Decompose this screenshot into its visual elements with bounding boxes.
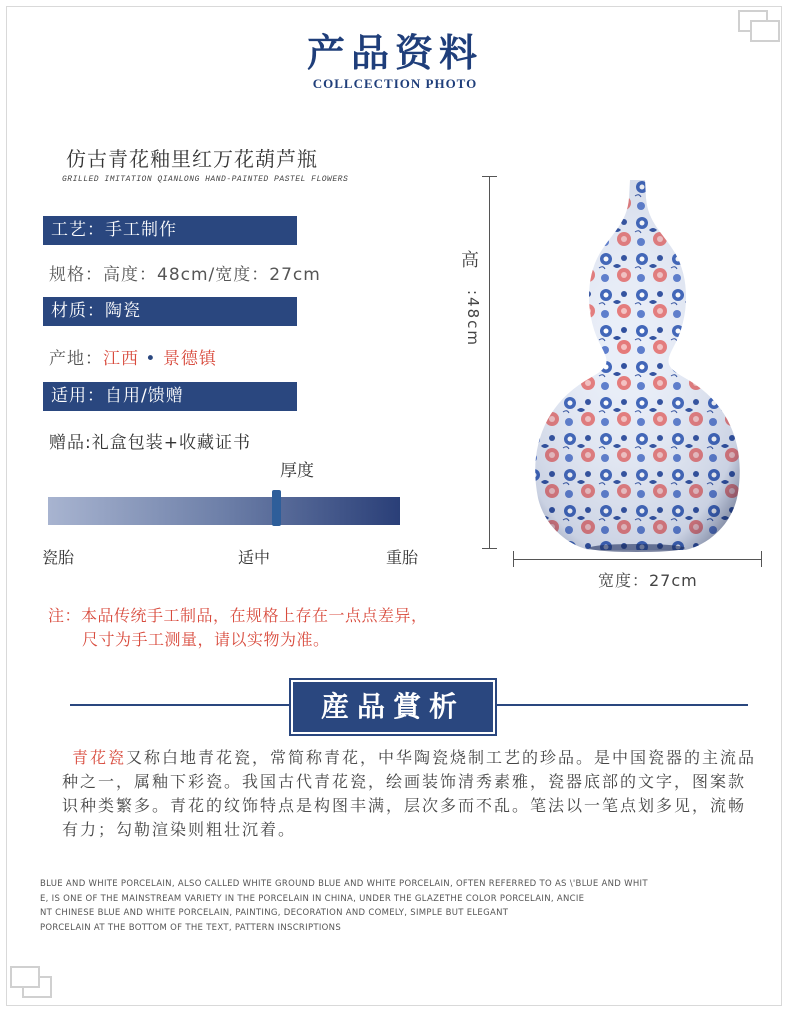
spec-gift: 赠品:礼盒包装+收藏证书 bbox=[49, 433, 251, 453]
spec-size: 规格：高度：48cm/宽度：27cm bbox=[49, 265, 321, 285]
width-label: 宽度：27cm bbox=[598, 571, 698, 590]
thickness-label: 厚度 bbox=[280, 461, 314, 481]
note-line-1: 注：本品传统手工制品，在规格上存在一点点差异， bbox=[48, 606, 428, 625]
analysis-banner: 産品賞析 bbox=[291, 680, 495, 734]
analysis-en-line: PORCELAIN AT THE BOTTOM OF THE TEXT, PATTERN INSCRIPTIONS bbox=[40, 922, 342, 933]
thickness-marker bbox=[272, 490, 281, 526]
gourd-vase-image bbox=[525, 178, 750, 553]
page-title: 产品资料 bbox=[306, 30, 483, 75]
width-dimension-cap-right bbox=[761, 551, 762, 567]
width-dimension-line bbox=[513, 559, 761, 560]
analysis-paragraph bbox=[62, 746, 762, 842]
corner-ornament-bottom-left bbox=[10, 966, 54, 1000]
analysis-en-line: NT CHINESE BLUE AND WHITE PORCELAIN, PAINTING, DECORATION AND COMELY, SIMPLE BUT ELEGANT bbox=[40, 908, 509, 918]
note-line-2: 尺寸为手工测量，请以实物为准。 bbox=[82, 630, 330, 649]
spec-craft: 工艺：手工制作 bbox=[43, 216, 297, 245]
height-dimension-cap-bottom bbox=[482, 548, 497, 549]
thickness-bar bbox=[48, 497, 400, 525]
product-name-en: GRILLED IMITATION QIANLONG HAND-PAINTED PASTEL FLOWERS bbox=[62, 175, 349, 184]
analysis-highlight: 青花瓷 bbox=[72, 748, 127, 767]
thickness-scale-mid: 适中 bbox=[238, 548, 271, 567]
origin-separator: • bbox=[145, 349, 157, 369]
thickness-scale-left: 瓷胎 bbox=[42, 548, 75, 567]
spec-origin bbox=[49, 344, 217, 369]
thickness-scale-right: 重胎 bbox=[386, 548, 419, 567]
analysis-text: 又称白地青花瓷，常简称青花，中华陶瓷烧制工艺的珍品。是中国瓷器的主流品种之一，属釉下彩瓷。我国古代青花瓷，绘画装饰清秀素雅，瓷器底部的文字，图案款识种类繁多。青花的纹饰特点是构图丰满，层次多而不乱。笔法以一笔点划多见，流畅有力；勾勒渲染则粗壮沉着。 bbox=[62, 748, 757, 839]
height-label: 高 bbox=[461, 250, 479, 271]
origin-city: 景德镇 bbox=[162, 349, 217, 369]
spec-usage: 适用：自用/馈赠 bbox=[43, 382, 297, 411]
analysis-en-line: BLUE AND WHITE PORCELAIN, ALSO CALLED WHITE GROUND BLUE AND WHITE PORCELAIN, OFTEN REFERRED TO AS \'BLUE AND WHIT bbox=[40, 879, 648, 889]
spec-material: 材质：陶瓷 bbox=[43, 297, 297, 326]
height-dimension-cap-top bbox=[482, 176, 497, 177]
product-name: 仿古青花釉里红万花葫芦瓶 bbox=[66, 147, 318, 171]
analysis-paragraph-en bbox=[40, 877, 690, 935]
origin-province: 江西 bbox=[103, 349, 139, 369]
origin-label: 产地： bbox=[49, 349, 103, 369]
height-dimension-line bbox=[489, 176, 490, 548]
analysis-en-line: E, IS ONE OF THE MAINSTREAM VARIETY IN THE PORCELAIN IN CHINA, UNDER THE GLAZETHE COLOR PORCELAIN, ANCIE bbox=[40, 893, 585, 904]
page-subtitle: COLLCECTION PHOTO bbox=[312, 76, 478, 91]
height-value: :48cm bbox=[464, 290, 482, 347]
width-dimension-cap-left bbox=[513, 551, 514, 567]
